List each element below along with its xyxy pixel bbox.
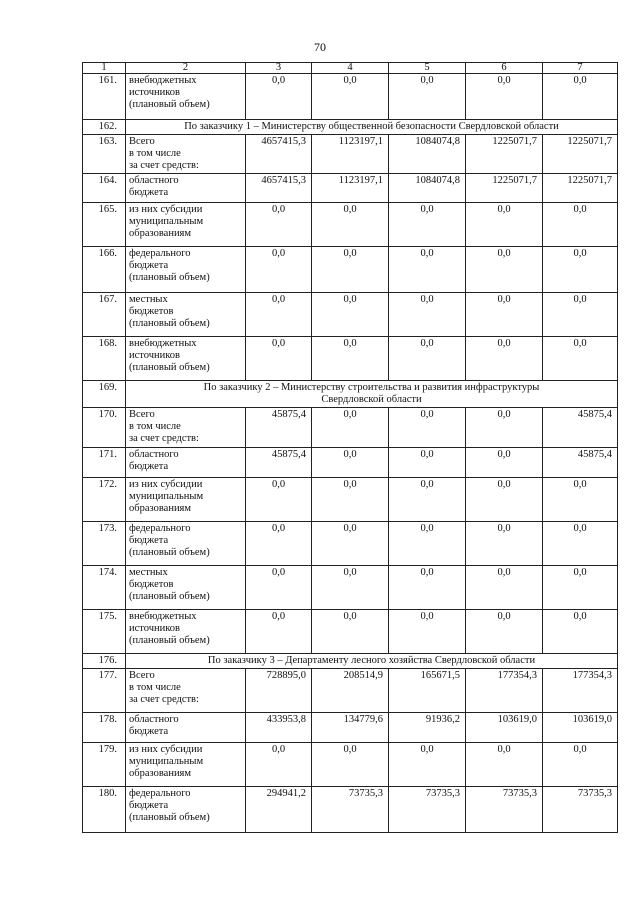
row-label-text: внебюджетных источников (плановый объем) <box>129 338 210 373</box>
row-number: 170. <box>83 408 126 448</box>
value-cell: 0,0 <box>466 743 543 787</box>
row-label <box>126 203 246 247</box>
row-number: 178. <box>83 713 126 743</box>
value-cell: 0,0 <box>246 566 312 610</box>
table-row <box>83 408 618 448</box>
value-cell: 0,0 <box>389 203 466 247</box>
value-cell: 45875,4 <box>246 408 312 448</box>
value-cell: 1123197,1 <box>312 135 389 174</box>
section-title <box>126 120 618 135</box>
row-label <box>126 743 246 787</box>
value-cell: 0,0 <box>466 408 543 448</box>
table-row <box>83 448 618 478</box>
row-number: 162. <box>83 120 126 135</box>
value-cell: 0,0 <box>246 610 312 654</box>
table-row <box>83 135 618 174</box>
value-cell: 0,0 <box>543 478 618 522</box>
row-number: 174. <box>83 566 126 610</box>
row-number: 169. <box>83 381 126 408</box>
table-row <box>83 203 618 247</box>
value-cell: 73735,3 <box>312 787 389 833</box>
budget-table <box>82 62 618 833</box>
section-row <box>83 654 618 669</box>
value-cell: 0,0 <box>312 522 389 566</box>
row-number: 161. <box>83 74 126 120</box>
row-label <box>126 174 246 203</box>
row-label <box>126 135 246 174</box>
section-title <box>126 381 618 408</box>
value-cell: 0,0 <box>246 478 312 522</box>
value-cell: 0,0 <box>466 566 543 610</box>
value-cell: 4657415,3 <box>246 174 312 203</box>
value-cell: 0,0 <box>389 522 466 566</box>
row-label-text: Всего в том числе за счет средств: <box>129 136 199 171</box>
table-row <box>83 610 618 654</box>
value-cell: 1084074,8 <box>389 174 466 203</box>
row-label-text: Всего в том числе за счет средств: <box>129 670 199 705</box>
value-cell: 0,0 <box>543 566 618 610</box>
column-header: 4 <box>312 63 389 74</box>
value-cell: 177354,3 <box>543 669 618 713</box>
value-cell: 0,0 <box>312 408 389 448</box>
value-cell: 0,0 <box>246 337 312 381</box>
value-cell: 0,0 <box>312 448 389 478</box>
row-label-text: областного бюджета <box>129 175 179 198</box>
value-cell: 0,0 <box>312 293 389 337</box>
value-cell: 0,0 <box>389 448 466 478</box>
table-row <box>83 743 618 787</box>
column-header-row <box>83 63 618 74</box>
value-cell: 0,0 <box>389 610 466 654</box>
value-cell: 0,0 <box>389 566 466 610</box>
row-label <box>126 293 246 337</box>
row-label <box>126 408 246 448</box>
table-row <box>83 478 618 522</box>
value-cell: 0,0 <box>466 203 543 247</box>
value-cell: 0,0 <box>389 293 466 337</box>
row-number: 165. <box>83 203 126 247</box>
row-label <box>126 448 246 478</box>
value-cell: 0,0 <box>389 74 466 120</box>
row-label-text: федерального бюджета (плановый объем) <box>129 523 210 558</box>
value-cell: 0,0 <box>543 203 618 247</box>
value-cell: 0,0 <box>389 408 466 448</box>
value-cell: 0,0 <box>466 74 543 120</box>
value-cell: 177354,3 <box>466 669 543 713</box>
value-cell: 1225071,7 <box>543 135 618 174</box>
value-cell: 45875,4 <box>246 448 312 478</box>
row-number: 167. <box>83 293 126 337</box>
column-header: 1 <box>83 63 126 74</box>
value-cell: 0,0 <box>312 74 389 120</box>
table-row <box>83 247 618 293</box>
table-row <box>83 522 618 566</box>
value-cell: 0,0 <box>312 203 389 247</box>
value-cell: 0,0 <box>543 743 618 787</box>
row-number: 171. <box>83 448 126 478</box>
row-label-text: местных бюджетов (плановый объем) <box>129 294 210 329</box>
value-cell: 4657415,3 <box>246 135 312 174</box>
value-cell: 208514,9 <box>312 669 389 713</box>
value-cell: 1123197,1 <box>312 174 389 203</box>
value-cell: 294941,2 <box>246 787 312 833</box>
row-number: 180. <box>83 787 126 833</box>
value-cell: 0,0 <box>543 522 618 566</box>
row-label <box>126 74 246 120</box>
column-header: 2 <box>126 63 246 74</box>
value-cell: 0,0 <box>466 522 543 566</box>
value-cell: 0,0 <box>312 337 389 381</box>
row-label <box>126 610 246 654</box>
value-cell: 0,0 <box>543 247 618 293</box>
value-cell: 0,0 <box>543 74 618 120</box>
page-number: 70 <box>314 40 326 54</box>
value-cell: 0,0 <box>246 74 312 120</box>
row-label <box>126 713 246 743</box>
row-label-text: местных бюджетов (плановый объем) <box>129 567 210 602</box>
value-cell: 165671,5 <box>389 669 466 713</box>
value-cell: 0,0 <box>466 247 543 293</box>
table-row <box>83 337 618 381</box>
value-cell: 0,0 <box>246 203 312 247</box>
value-cell: 0,0 <box>312 566 389 610</box>
value-cell: 134779,6 <box>312 713 389 743</box>
value-cell: 91936,2 <box>389 713 466 743</box>
value-cell: 0,0 <box>466 337 543 381</box>
section-title <box>126 654 618 669</box>
table-body <box>83 63 618 833</box>
table-row <box>83 787 618 833</box>
value-cell: 0,0 <box>246 743 312 787</box>
value-cell: 0,0 <box>466 610 543 654</box>
section-title-text: По заказчику 3 – Департаменту лесного хозяйства Свердловской области <box>207 655 536 666</box>
row-label-text: из них субсидии муниципальным образованиям <box>129 204 204 239</box>
row-label <box>126 787 246 833</box>
row-number: 177. <box>83 669 126 713</box>
value-cell: 1225071,7 <box>466 174 543 203</box>
table-row <box>83 669 618 713</box>
value-cell: 0,0 <box>389 247 466 293</box>
column-header: 6 <box>466 63 543 74</box>
row-number: 168. <box>83 337 126 381</box>
value-cell: 0,0 <box>389 337 466 381</box>
row-number: 175. <box>83 610 126 654</box>
row-number: 164. <box>83 174 126 203</box>
row-label-text: внебюджетных источников (плановый объем) <box>129 75 210 110</box>
value-cell: 73735,3 <box>389 787 466 833</box>
row-label <box>126 566 246 610</box>
table-row <box>83 566 618 610</box>
table-row <box>83 713 618 743</box>
row-label-text: из них субсидии муниципальным образованиям <box>129 744 204 779</box>
value-cell: 73735,3 <box>466 787 543 833</box>
section-row <box>83 381 618 408</box>
row-label-text: внебюджетных источников (плановый объем) <box>129 611 210 646</box>
value-cell: 1225071,7 <box>543 174 618 203</box>
row-label-text: из них субсидии муниципальным образованиям <box>129 479 204 514</box>
row-number: 166. <box>83 247 126 293</box>
row-label <box>126 522 246 566</box>
value-cell: 0,0 <box>246 247 312 293</box>
value-cell: 0,0 <box>389 743 466 787</box>
value-cell: 433953,8 <box>246 713 312 743</box>
value-cell: 0,0 <box>543 610 618 654</box>
row-label <box>126 478 246 522</box>
row-label-text: федерального бюджета (плановый объем) <box>129 788 210 823</box>
value-cell: 0,0 <box>389 478 466 522</box>
value-cell: 0,0 <box>466 293 543 337</box>
row-label-text: областного бюджета <box>129 449 179 472</box>
table-row <box>83 174 618 203</box>
column-header: 7 <box>543 63 618 74</box>
section-title-text: По заказчику 2 – Министерству строительства и развития инфраструктуры Свердловской области <box>203 382 540 405</box>
value-cell: 1084074,8 <box>389 135 466 174</box>
value-cell: 103619,0 <box>466 713 543 743</box>
value-cell: 0,0 <box>466 478 543 522</box>
table-row <box>83 74 618 120</box>
table-row <box>83 293 618 337</box>
row-label-text: Всего в том числе за счет средств: <box>129 409 199 444</box>
row-number: 172. <box>83 478 126 522</box>
value-cell: 0,0 <box>466 448 543 478</box>
value-cell: 0,0 <box>312 247 389 293</box>
row-number: 176. <box>83 654 126 669</box>
section-row <box>83 120 618 135</box>
value-cell: 45875,4 <box>543 448 618 478</box>
value-cell: 0,0 <box>543 293 618 337</box>
row-label-text: федерального бюджета (плановый объем) <box>129 248 210 283</box>
value-cell: 0,0 <box>312 610 389 654</box>
section-title-text: По заказчику 1 – Министерству общественной безопасности Свердловской области <box>184 121 559 132</box>
column-header: 3 <box>246 63 312 74</box>
row-label <box>126 669 246 713</box>
row-label-text: областного бюджета <box>129 714 179 737</box>
column-header: 5 <box>389 63 466 74</box>
value-cell: 45875,4 <box>543 408 618 448</box>
value-cell: 0,0 <box>246 522 312 566</box>
value-cell: 0,0 <box>543 337 618 381</box>
value-cell: 1225071,7 <box>466 135 543 174</box>
value-cell: 728895,0 <box>246 669 312 713</box>
row-number: 179. <box>83 743 126 787</box>
row-number: 163. <box>83 135 126 174</box>
value-cell: 103619,0 <box>543 713 618 743</box>
value-cell: 0,0 <box>312 743 389 787</box>
value-cell: 0,0 <box>246 293 312 337</box>
value-cell: 0,0 <box>312 478 389 522</box>
row-label <box>126 337 246 381</box>
row-number: 173. <box>83 522 126 566</box>
value-cell: 73735,3 <box>543 787 618 833</box>
row-label <box>126 247 246 293</box>
